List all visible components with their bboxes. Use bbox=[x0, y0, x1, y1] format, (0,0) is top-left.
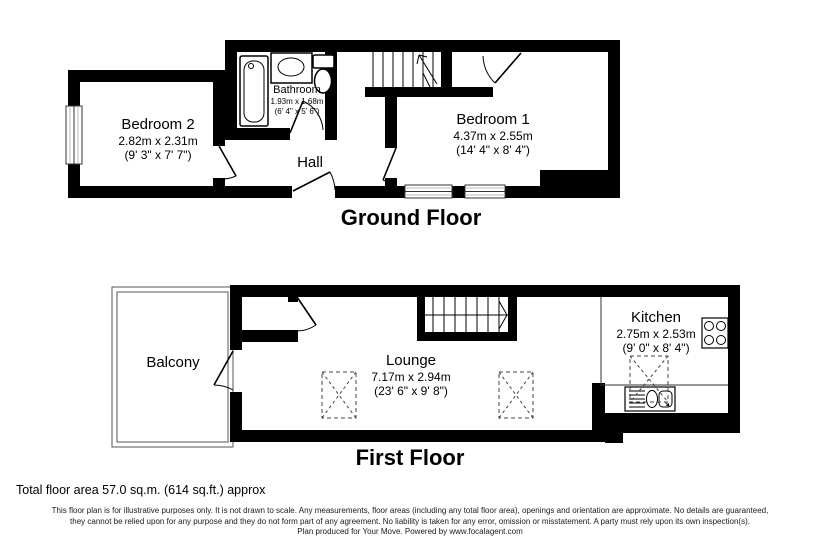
total-area-text: Total floor area 57.0 sq.m. (614 sq.ft.) approx bbox=[16, 483, 266, 497]
room-label-balcony bbox=[128, 354, 218, 372]
room-dimensions-imperial: (9' 0" x 8' 4") bbox=[622, 340, 690, 355]
door-arcs bbox=[214, 297, 316, 390]
disclaimer-text bbox=[0, 506, 820, 538]
skylight-icon bbox=[499, 372, 533, 418]
room-dimensions-metric: 2.75m x 2.53m bbox=[616, 326, 696, 341]
room-name: Balcony bbox=[146, 354, 200, 371]
room-label-lounge bbox=[339, 352, 483, 398]
disclaimer-line-2: they cannot be relied upon for any purpose and they do not form part of any agreement. No liability is taken for any error, omission or misstatement. A party must rely upon its own inspection(s). bbox=[70, 516, 750, 526]
room-label-hall bbox=[280, 154, 340, 172]
disclaimer-line-1: This floor plan is for illustrative purposes only. It is not drawn to scale. Any measurements, floor areas (including any total floor area), openings and orientation are approximate. No details are guaranteed, bbox=[51, 506, 769, 515]
basin-icon bbox=[271, 53, 312, 83]
room-label-bedroom2 bbox=[88, 116, 228, 162]
window bbox=[66, 106, 82, 164]
ground-floor-title: Ground Floor bbox=[340, 205, 482, 230]
room-label-kitchen bbox=[584, 309, 728, 355]
room-name: Hall bbox=[297, 154, 323, 171]
room-dimensions-imperial: (6' 4" x 5' 6") bbox=[274, 106, 320, 116]
window bbox=[465, 185, 505, 198]
stairs-icon bbox=[425, 297, 508, 332]
room-dimensions-metric: 4.37m x 2.55m bbox=[453, 128, 533, 143]
window bbox=[405, 185, 452, 198]
room-name: Bathroom bbox=[273, 84, 321, 96]
stairs-icon bbox=[373, 52, 437, 87]
room-dimensions-metric: 7.17m x 2.94m bbox=[371, 369, 451, 384]
room-label-bathroom bbox=[254, 84, 340, 117]
first-floor-title: First Floor bbox=[355, 445, 465, 470]
room-dimensions-imperial: (23' 6" x 9' 8") bbox=[374, 383, 448, 398]
room-dimensions-metric: 1.93m x 1.68m bbox=[270, 96, 324, 106]
room-dimensions-imperial: (14' 4" x 8' 4") bbox=[456, 142, 530, 157]
room-dimensions-metric: 2.82m x 2.31m bbox=[118, 133, 198, 148]
room-dimensions-imperial: (9' 3" x 7' 7") bbox=[124, 147, 192, 162]
room-name: Bedroom 2 bbox=[121, 116, 195, 133]
room-name: Bedroom 1 bbox=[456, 111, 530, 128]
room-name: Kitchen bbox=[630, 309, 682, 326]
room-label-bedroom1 bbox=[421, 111, 565, 157]
produced-by-text: Plan produced for Your Move. Powered by www.focalagent.com bbox=[297, 527, 523, 536]
room-name: Lounge bbox=[385, 352, 437, 369]
